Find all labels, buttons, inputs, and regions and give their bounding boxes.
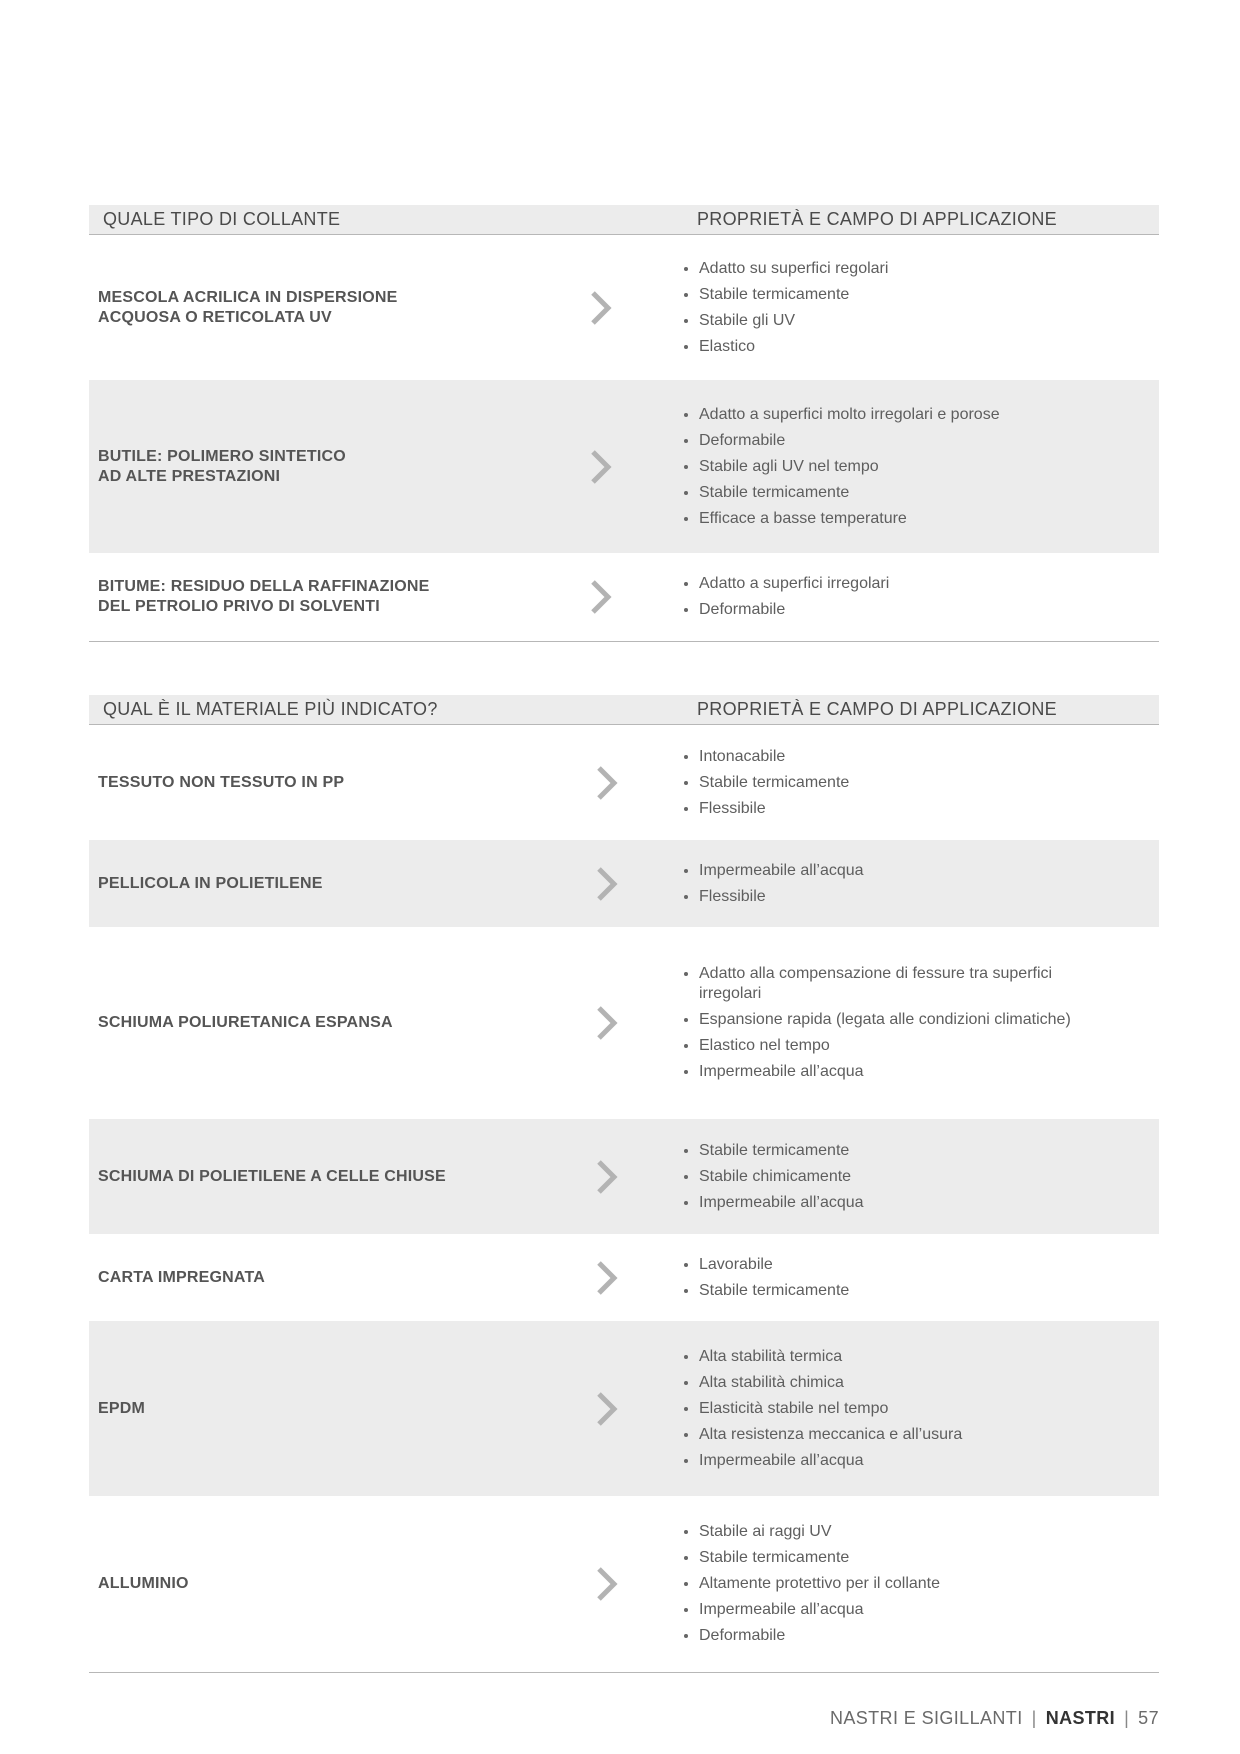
list-item: • Stabile termicamente (699, 285, 1079, 305)
list-item: • Elastico nel tempo (699, 1036, 1079, 1056)
row-label (98, 874, 578, 894)
row-label-line: DEL PETROLIO PRIVO DI SOLVENTI (98, 598, 380, 615)
chevron-right-icon (594, 1389, 620, 1429)
list-item: • Impermeabile all’acqua (699, 1451, 1079, 1471)
chevron-right-icon (594, 1564, 620, 1604)
row-label-line: ALLUMINIO (98, 1575, 189, 1592)
row-label-line: AD ALTE PRESTAZIONI (98, 467, 281, 485)
list-item: • Impermeabile all’acqua (699, 1062, 1079, 1082)
property-list (679, 855, 1079, 913)
property-list (679, 399, 1079, 535)
row-label-line: SCHIUMA POLIURETANICA ESPANSA (98, 1014, 393, 1031)
list-item: • Stabile ai raggi UV (699, 1522, 1079, 1542)
row-label (98, 1399, 578, 1419)
footer-subsection: NASTRI (1045, 1708, 1116, 1728)
list-item: • Impermeabile all’acqua (699, 1193, 1079, 1213)
header-left: QUALE TIPO DI COLLANTE (103, 209, 341, 229)
list-item: • Stabile termicamente (699, 1141, 1079, 1161)
material-table (89, 695, 1159, 1673)
list-item: • Stabile termicamente (699, 483, 1079, 503)
footer-section: NASTRI E SIGILLANTI (829, 1708, 1023, 1728)
table-row (89, 235, 1159, 380)
table-row (89, 380, 1159, 553)
list-item: • Adatto su superfici regolari (699, 259, 1079, 279)
list-item: • Espansione rapida (legata alle condizioni climatiche) (699, 1010, 1079, 1030)
table-header (89, 205, 1159, 235)
row-label-line: BITUME: RESIDUO DELLA RAFFINAZIONE (98, 578, 430, 595)
list-item: • Deformabile (699, 600, 1079, 620)
row-label-line: PELLICOLA IN POLIETILENE (98, 874, 323, 892)
list-item: • Stabile termicamente (699, 773, 1079, 793)
table-row (89, 1234, 1159, 1321)
property-list (679, 1341, 1079, 1477)
list-item: • Adatto alla compensazione di fessure tra superfici irregolari (699, 964, 1079, 1004)
table-row (89, 1496, 1159, 1672)
property-list (679, 1135, 1079, 1219)
list-item: • Lavorabile (699, 1255, 1079, 1275)
row-label (98, 773, 578, 793)
header-left: QUAL È IL MATERIALE PIÙ INDICATO? (103, 699, 438, 719)
table-bottom-rule (89, 1672, 1159, 1673)
row-label-line: BUTILE: POLIMERO SINTETICO (98, 447, 346, 465)
list-item: • Alta stabilità termica (699, 1347, 1079, 1367)
list-item: • Stabile termicamente (699, 1281, 1079, 1301)
row-label (98, 288, 578, 328)
row-label (98, 1268, 578, 1288)
row-label-line: TESSUTO NON TESSUTO IN PP (98, 773, 345, 791)
row-label-line: SCHIUMA DI POLIETILENE A CELLE CHIUSE (98, 1167, 446, 1185)
row-label-line: CARTA IMPREGNATA (98, 1268, 266, 1286)
table-row (89, 840, 1159, 927)
list-item: • Alta resistenza meccanica e all’usura (699, 1425, 1079, 1445)
footer-separator: | (1031, 1708, 1037, 1728)
row-label-line: MESCOLA ACRILICA IN DISPERSIONE (98, 288, 398, 306)
page-footer (830, 1708, 1159, 1729)
list-item: • Alta stabilità chimica (699, 1373, 1079, 1393)
list-item: • Stabile agli UV nel tempo (699, 457, 1079, 477)
chevron-right-icon (594, 763, 620, 803)
header-right: PROPRIETÀ E CAMPO DI APPLICAZIONE (697, 699, 1057, 719)
list-item: • Elastico (699, 337, 1079, 357)
list-item: • Efficace a basse temperature (699, 509, 1079, 529)
list-item: • Flessibile (699, 799, 1079, 819)
property-list (679, 958, 1079, 1088)
list-item: • Deformabile (699, 431, 1079, 451)
table-row (89, 927, 1159, 1119)
table-bottom-rule (89, 641, 1159, 642)
list-item: • Impermeabile all’acqua (699, 1600, 1079, 1620)
property-list (679, 741, 1079, 825)
table-row (89, 1321, 1159, 1496)
chevron-right-icon (588, 447, 614, 487)
list-item: • Impermeabile all’acqua (699, 861, 1079, 881)
list-item: • Elasticità stabile nel tempo (699, 1399, 1079, 1419)
property-list (679, 568, 1079, 626)
list-item: • Adatto a superfici irregolari (699, 574, 1079, 594)
list-item: • Stabile gli UV (699, 311, 1079, 331)
row-label (98, 1013, 578, 1033)
footer-separator: | (1124, 1708, 1130, 1728)
list-item: • Intonacabile (699, 747, 1079, 767)
list-item: • Deformabile (699, 1626, 1079, 1646)
row-label (98, 1574, 578, 1594)
adhesive-table (89, 205, 1159, 642)
chevron-right-icon (594, 1157, 620, 1197)
list-item: • Stabile chimicamente (699, 1167, 1079, 1187)
list-item: • Adatto a superfici molto irregolari e porose (699, 405, 1079, 425)
page-number: 57 (1138, 1708, 1159, 1728)
property-list (679, 1249, 1079, 1307)
list-item: • Flessibile (699, 887, 1079, 907)
header-right: PROPRIETÀ E CAMPO DI APPLICAZIONE (697, 209, 1057, 229)
table-row (89, 553, 1159, 641)
chevron-right-icon (588, 577, 614, 617)
chevron-right-icon (594, 864, 620, 904)
row-label (98, 577, 578, 617)
row-label (98, 447, 578, 487)
property-list (679, 253, 1079, 363)
row-label-line: ACQUOSA O RETICOLATA UV (98, 308, 332, 326)
table-row (89, 725, 1159, 840)
chevron-right-icon (594, 1003, 620, 1043)
list-item: • Stabile termicamente (699, 1548, 1079, 1568)
table-header (89, 695, 1159, 725)
row-label (98, 1167, 578, 1187)
chevron-right-icon (594, 1258, 620, 1298)
property-list (679, 1516, 1079, 1652)
row-label-line: EPDM (98, 1399, 146, 1417)
list-item: • Altamente protettivo per il collante (699, 1574, 1079, 1594)
chevron-right-icon (588, 288, 614, 328)
table-row (89, 1119, 1159, 1234)
